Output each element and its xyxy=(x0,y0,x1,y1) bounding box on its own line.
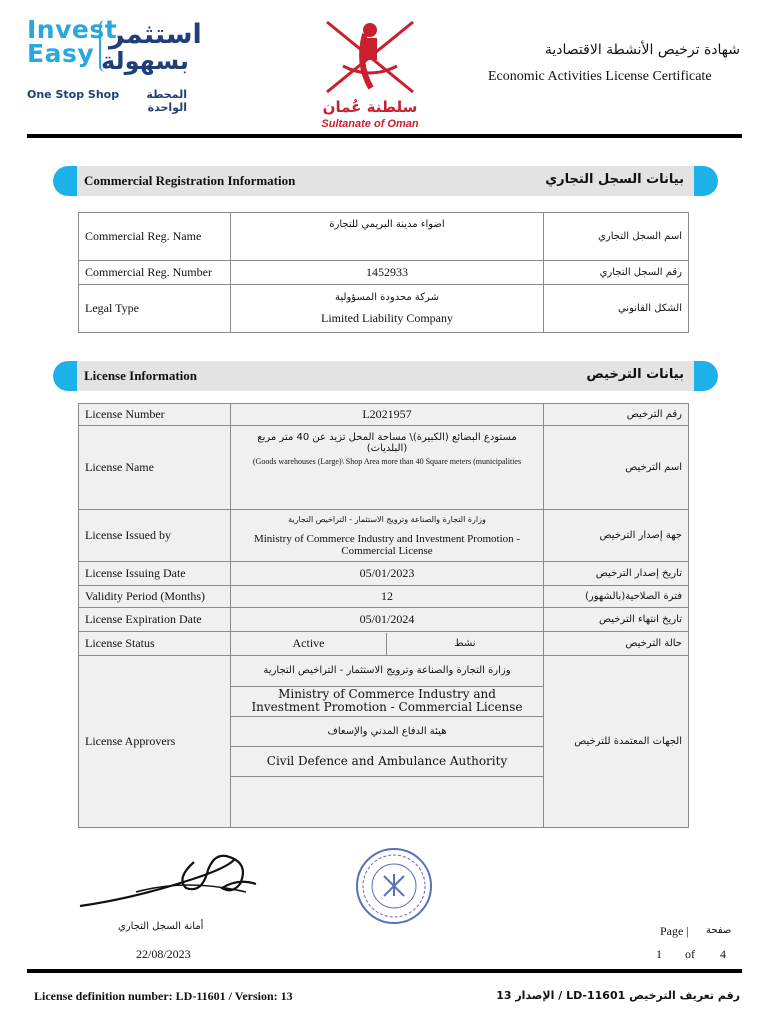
oman-emblem xyxy=(305,14,435,132)
license-number-value: L2021957 xyxy=(231,404,544,426)
header-divider xyxy=(27,134,742,138)
section-cap-right xyxy=(694,166,718,196)
table-row xyxy=(79,586,689,608)
list-item xyxy=(231,686,543,716)
registrar-label: أمانة السجل التجاري xyxy=(118,921,204,932)
license-definition-en: License definition number: LD-11601 / Version: 13 xyxy=(34,989,293,1003)
commercial-registration-table xyxy=(78,212,689,333)
approvers-label-ar: الجهات المعتمدة للترخيص xyxy=(544,656,689,828)
approver-1-ar: وزارة التجارة والصناعة وترويج الاستثمار - التراخيص التجارية xyxy=(231,656,543,686)
signature-image xyxy=(76,848,266,914)
license-number-label-ar: رقم الترخيص xyxy=(544,404,689,426)
expiration-value: 05/01/2024 xyxy=(231,608,544,632)
approver-2-en: Civil Defence and Ambulance Authority xyxy=(231,746,543,776)
emblem-caption-en: Sultanate of Oman xyxy=(321,118,419,130)
official-seal-icon xyxy=(354,846,434,926)
table-row xyxy=(79,608,689,632)
cr-number-label-ar: رقم السجل التجاري xyxy=(544,261,689,285)
section-title-en: Commercial Registration Information xyxy=(84,173,296,188)
status-value xyxy=(231,632,544,656)
section-cap-left xyxy=(53,361,77,391)
list-item xyxy=(231,716,543,746)
logo-text-ar-1: استثمر xyxy=(109,19,202,50)
license-name-value xyxy=(231,426,544,510)
status-label-ar: حالة الترخيص xyxy=(544,632,689,656)
validity-value: 12 xyxy=(231,586,544,608)
cr-name-label-ar: اسم السجل التجاري xyxy=(544,213,689,261)
license-number-label: License Number xyxy=(79,404,231,426)
list-item xyxy=(231,656,543,686)
table-row xyxy=(79,404,689,426)
logo-tagline-ar: المحطة الواحدة xyxy=(146,88,187,114)
license-name-label-ar: اسم الترخيص xyxy=(544,426,689,510)
page-total: 4 xyxy=(720,947,726,961)
legal-type-value-en: Limited Liability Company xyxy=(321,310,453,325)
table-row xyxy=(79,510,689,562)
issuing-date-value: 05/01/2023 xyxy=(231,562,544,586)
table-row xyxy=(79,285,689,333)
issued-by-value-ar: وزارة التجارة والصناعة وترويج الاستثمار - التراخيص التجارية xyxy=(288,514,486,524)
approvers-list xyxy=(231,656,543,777)
approver-2-ar: هيئة الدفاع المدني والإسعاف xyxy=(231,716,543,746)
issued-by-label: License Issued by xyxy=(79,510,231,562)
issued-by-value-en: Ministry of Commerce Industry and Investment Promotion - Commercial License xyxy=(253,532,521,557)
status-label: License Status xyxy=(79,632,231,656)
license-information-table xyxy=(78,403,689,828)
approvers-label: License Approvers xyxy=(79,656,231,828)
logo-text-ar-2: بسهولة xyxy=(101,47,189,75)
khanjar-emblem-icon xyxy=(305,14,435,100)
section-title-ar: بيانات السجل التجاري xyxy=(545,172,684,187)
validity-label: Validity Period (Months) xyxy=(79,586,231,608)
list-item xyxy=(231,746,543,776)
cr-number-label: Commercial Reg. Number xyxy=(79,261,231,285)
section-cap-left xyxy=(53,166,77,196)
table-row xyxy=(79,656,689,828)
cr-name-value xyxy=(231,213,544,261)
emblem-caption-ar: سلطنة عُمان xyxy=(322,98,418,116)
footer-divider xyxy=(27,969,742,973)
validity-label-ar: فترة الصلاحية(بالشهور) xyxy=(544,586,689,608)
page-label: Page | xyxy=(660,924,689,938)
section-title-en: License Information xyxy=(84,368,198,383)
certificate-title-ar: شهادة ترخيص الأنشطة الاقتصادية xyxy=(544,42,740,58)
legal-type-label: Legal Type xyxy=(79,285,231,333)
cr-name-label: Commercial Reg. Name xyxy=(79,213,231,261)
approvers-value xyxy=(231,656,544,828)
section-bar-commercial-registration xyxy=(53,166,718,196)
legal-type-value-ar: شركة محدودة المسؤولية xyxy=(335,291,439,303)
section-bar-license-information xyxy=(53,361,718,391)
license-definition-ar: رقم تعريف الترخيص LD-11601 / الإصدار 13 xyxy=(496,989,740,1002)
license-name-label: License Name xyxy=(79,426,231,510)
table-row xyxy=(79,562,689,586)
status-value-en: Active xyxy=(292,636,325,650)
license-name-value-ar: مستودع البضائع (الكبيرة)\ مساحة المحل تزيد عن 40 متر مربع (البلديات) xyxy=(257,432,517,454)
issued-by-label-ar: جهة إصدار الترخيص xyxy=(544,510,689,562)
approver-1-en: Ministry of Commerce Industry and Investment Promotion - Commercial License xyxy=(231,686,543,716)
page-label-ar: صفحة xyxy=(706,925,732,936)
issuing-date-label-ar: تاريخ إصدار الترخيص xyxy=(544,562,689,586)
page-current: 1 xyxy=(656,947,662,961)
page-of: of xyxy=(685,947,695,961)
logo-text-invest: Invest xyxy=(27,15,118,44)
table-row xyxy=(79,261,689,285)
table-row xyxy=(79,213,689,261)
section-title-ar: بيانات الترخيص xyxy=(586,367,684,382)
cr-name-value-ar: اضواء مدينة البريمي للتجارة xyxy=(329,219,445,230)
cr-number-value: 1452933 xyxy=(231,261,544,285)
certificate-title-en: Economic Activities License Certificate xyxy=(488,69,712,84)
logo-tagline-en: One Stop Shop xyxy=(27,88,120,101)
section-cap-right xyxy=(694,361,718,391)
table-row xyxy=(79,632,689,656)
legal-type-label-ar: الشكل القانوني xyxy=(544,285,689,333)
invest-easy-logo xyxy=(27,15,202,114)
logo-text-easy: Easy xyxy=(27,39,95,68)
issue-date: 22/08/2023 xyxy=(136,947,191,961)
license-name-value-en: (Goods warehouses (Large)\ Shop Area more than 40 Square meters (municipalities xyxy=(252,457,522,466)
expiration-label-ar: تاريخ انتهاء الترخيص xyxy=(544,608,689,632)
expiration-label: License Expiration Date xyxy=(79,608,231,632)
table-row xyxy=(79,426,689,510)
logo-arc xyxy=(99,20,111,72)
status-value-ar: نشط xyxy=(454,638,476,649)
issued-by-value xyxy=(231,510,544,562)
issuing-date-label: License Issuing Date xyxy=(79,562,231,586)
legal-type-value xyxy=(231,285,544,333)
